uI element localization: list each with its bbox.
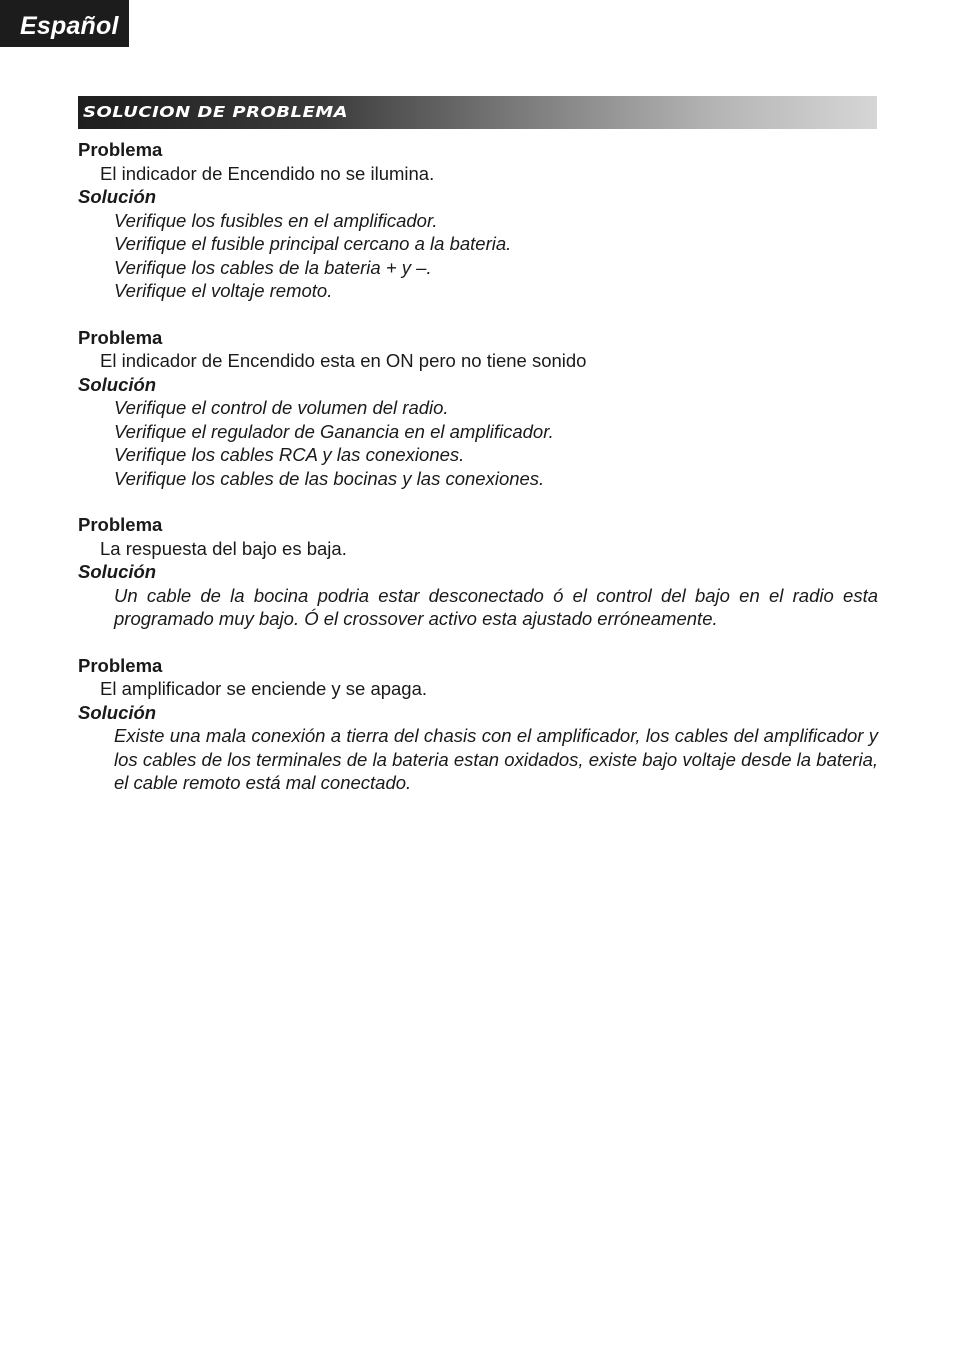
solution-label: Solución	[78, 701, 157, 723]
solution-line: Verifique el fusible principal cercano a la bateria.	[114, 233, 512, 254]
solution-line: Verifique los fusibles en el amplificador.	[114, 209, 438, 231]
problem-text: La respuesta del bajo es baja.	[100, 537, 347, 559]
problem-block-4	[78, 654, 878, 795]
problem-label: Problema	[78, 326, 163, 348]
problem-label: Problema	[78, 139, 163, 160]
section-header-bar	[78, 96, 877, 129]
language-tab: Español	[0, 0, 129, 47]
solution-line: Verifique el voltaje remoto.	[114, 280, 333, 301]
solution-line: Verifique el regulador de Ganancia en el amplificador.	[114, 420, 554, 442]
solution-label: Solución	[78, 373, 157, 395]
troubleshooting-content	[78, 138, 878, 818]
problem-text: El amplificador se enciende y se apaga.	[100, 678, 428, 699]
solution-line: Verifique los cables de las bocinas y las conexiones.	[114, 467, 545, 489]
problem-block-2	[78, 326, 878, 491]
problem-label: Problema	[78, 514, 163, 535]
solution-list	[78, 209, 878, 303]
solution-list	[78, 396, 878, 490]
solution-label: Solución	[78, 186, 157, 207]
solution-line: Verifique los cables RCA y las conexiones.	[114, 444, 465, 465]
solution-paragraph: Un cable de la bocina podria estar desconectado ó el control del bajo en el radio esta programado muy bajo. Ó el crossover activo esta ajustado erróneamente.	[114, 584, 878, 629]
solution-paragraph: Existe una mala conexión a tierra del chasis con el amplificador, los cables del amplificador y los cables de los terminales de la bateria estan oxidados, existe bajo voltaje desde la bateria, el cable remoto está mal conectado.	[114, 725, 878, 793]
solution-line: Verifique los cables de la bateria + y –.	[114, 256, 432, 278]
problem-label: Problema	[78, 654, 163, 676]
section-title: SOLUCION DE PROBLEMA	[83, 103, 349, 122]
problem-block-1	[78, 138, 878, 303]
solution-line: Verifique el control de volumen del radio.	[114, 397, 449, 418]
problem-text: El indicador de Encendido esta en ON pero no tiene sonido	[100, 350, 587, 371]
problem-block-3	[78, 513, 878, 631]
solution-label: Solución	[78, 561, 157, 582]
problem-text: El indicador de Encendido no se ilumina.	[100, 162, 435, 184]
